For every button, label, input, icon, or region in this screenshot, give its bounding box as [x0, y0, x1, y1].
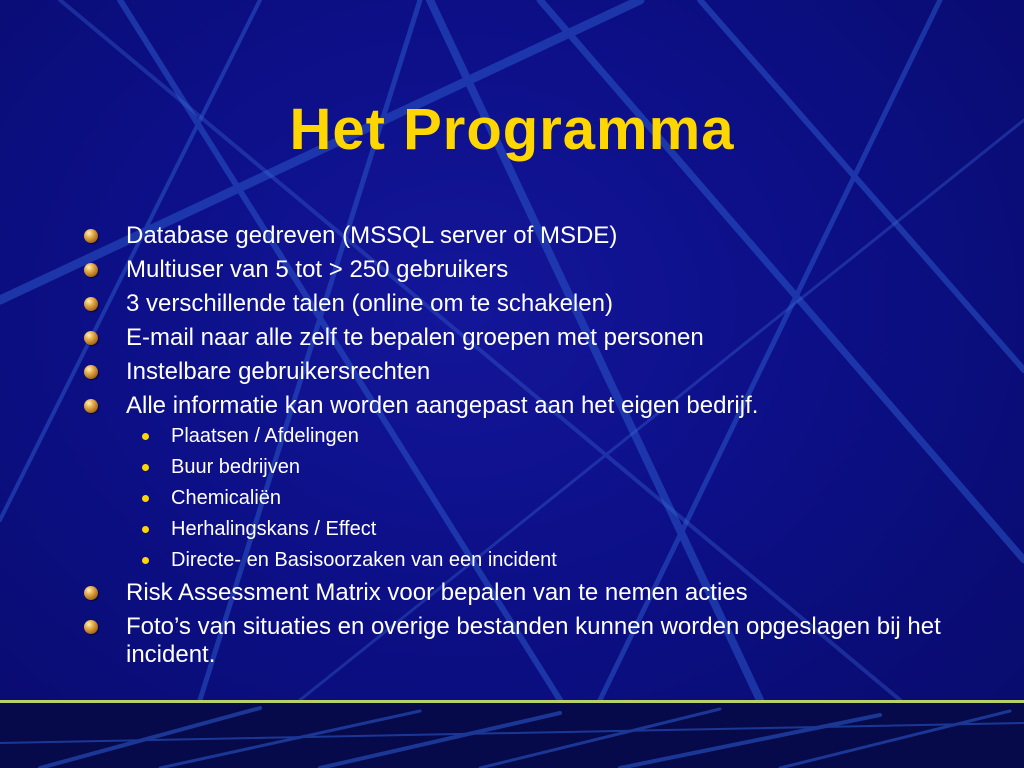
list-item [84, 579, 984, 607]
bullet-text: E-mail naar alle zelf te bepalen groepen met personen [126, 324, 704, 351]
gold-sphere-bullet-icon [84, 331, 98, 345]
list-item [84, 290, 984, 318]
sub-bullet-text: Chemicaliën [171, 487, 282, 509]
sub-list-item [84, 424, 984, 448]
list-item [84, 358, 984, 386]
sub-bullet-text: Directe- en Basisoorzaken van een incident [171, 549, 557, 571]
gold-sphere-bullet-icon [84, 620, 98, 634]
bullet-text: Instelbare gebruikersrechten [126, 358, 431, 385]
bullet-text: Alle informatie kan worden aangepast aan het eigen bedrijf. [126, 392, 759, 419]
gold-sphere-bullet-icon [84, 586, 98, 600]
bullet-text: 3 verschillende talen (online om te schakelen) [126, 290, 613, 317]
slide-title: Het Programma [289, 97, 735, 162]
bullet-text: Database gedreven (MSSQL server of MSDE) [126, 222, 618, 249]
yellow-dot-bullet-icon [142, 464, 149, 471]
sub-list-item [84, 455, 984, 479]
list-item [84, 613, 984, 669]
sub-bullet-text: Herhalingskans / Effect [171, 518, 377, 540]
bullet-text: Foto’s van situaties en overige bestanden kunnen worden opgeslagen bij het incident. [126, 613, 941, 668]
footer-decoration [0, 703, 1024, 768]
sub-list-item [84, 486, 984, 510]
sub-bullet-text: Buur bedrijven [171, 456, 300, 478]
gold-sphere-bullet-icon [84, 399, 98, 413]
list-item [84, 222, 984, 250]
bullet-text: Risk Assessment Matrix voor bepalen van te nemen acties [126, 579, 748, 606]
sub-bullet-text: Plaatsen / Afdelingen [171, 425, 359, 447]
yellow-dot-bullet-icon [142, 557, 149, 564]
gold-sphere-bullet-icon [84, 297, 98, 311]
bullet-list [84, 222, 984, 675]
list-item [84, 392, 984, 572]
bullet-text: Multiuser van 5 tot > 250 gebruikers [126, 256, 509, 283]
sub-list-item [84, 517, 984, 541]
gold-sphere-bullet-icon [84, 263, 98, 277]
yellow-dot-bullet-icon [142, 433, 149, 440]
yellow-dot-bullet-icon [142, 526, 149, 533]
sub-list-item [84, 548, 984, 572]
yellow-dot-bullet-icon [142, 495, 149, 502]
list-item [84, 324, 984, 352]
gold-sphere-bullet-icon [84, 229, 98, 243]
gold-sphere-bullet-icon [84, 365, 98, 379]
sub-bullet-list [84, 424, 984, 572]
list-item [84, 256, 984, 284]
